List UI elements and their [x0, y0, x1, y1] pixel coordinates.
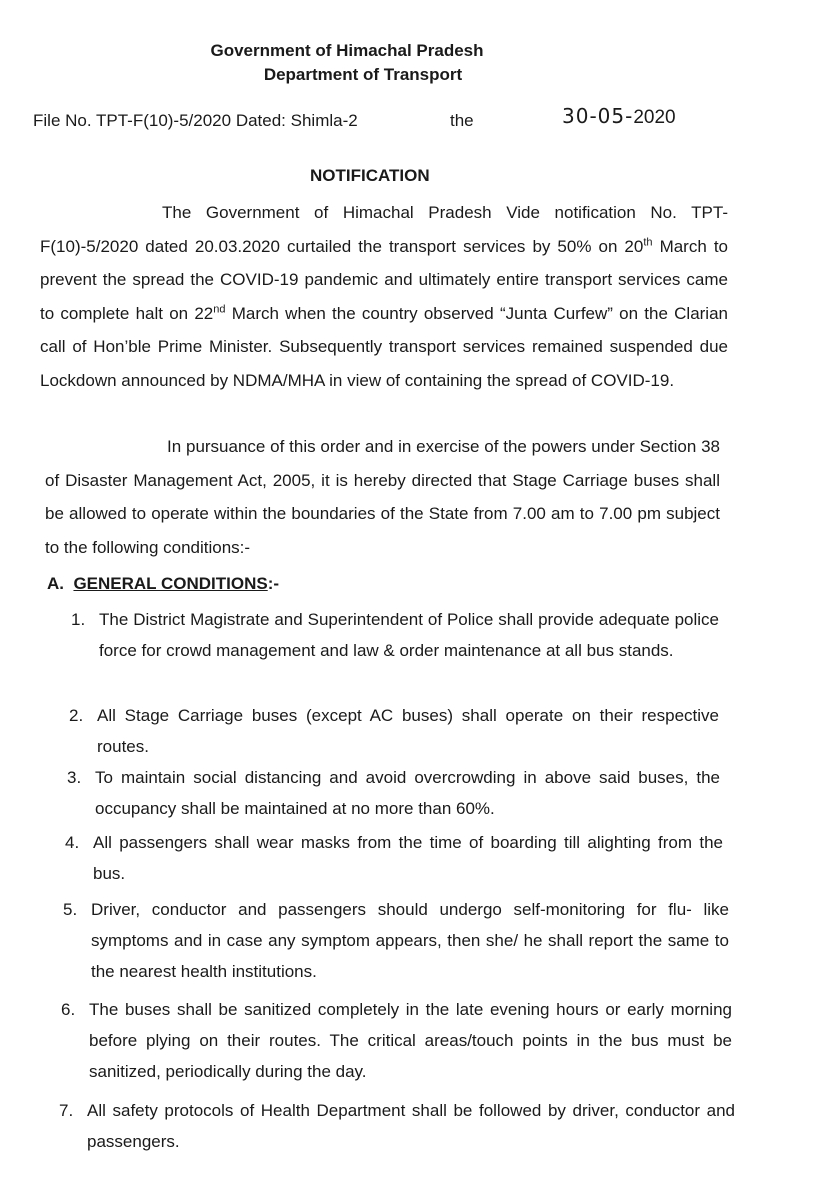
- paragraph-order: In pursuance of this order and in exercise of the powers under Section 38 of Disaster Management Act, 2005, it is hereby directed that Stage Carriage buses shall be allowed to operate within the boundaries of the State from 7.00 am to 7.00 pm subject to the following conditions:-: [45, 437, 720, 557]
- header-department: Department of Transport: [263, 65, 463, 84]
- condition-item: 7. All safety protocols of Health Department shall be followed by driver, conductor and passengers.: [59, 1101, 735, 1151]
- handwritten-date: [562, 104, 676, 129]
- condition-item: 1. The District Magistrate and Superintendent of Police shall provide adequate police force for crowd management and law & order maintenance at all bus stands.: [71, 610, 719, 660]
- file-number-line: File No. TPT-F(10)-5/2020 Dated: Shimla-2: [33, 111, 358, 130]
- notification-title: NOTIFICATION: [310, 166, 430, 185]
- condition-item: 2. All Stage Carriage buses (except AC buses) shall operate on their respective routes.: [69, 706, 719, 756]
- date-year: 2020: [633, 107, 676, 128]
- condition-item: 3. To maintain social distancing and avoid overcrowding in above said buses, the occupancy shall be maintained at no more than 60%.: [67, 768, 720, 818]
- condition-item: 5. Driver, conductor and passengers should undergo self-monitoring for flu- like symptoms and in case any symptom appears, then she/ he shall report the same to the nearest health institutions.: [63, 900, 729, 981]
- paragraph-background: The Government of Himachal Pradesh Vide notification No. TPT-F(10)-5/2020 dated 20.03.2020 curtailed the transport services by 50% on 20th March to prevent the spread the COVID-19 pandemic and ultimately entire transport services came to complete halt on 22nd March when the country observed “Junta Curfew” on the Clarian call of Hon’ble Prime Minister. Subsequently transport services remained suspended due Lockdown announced by NDMA/MHA in view of containing the spread of COVID-19.: [40, 203, 729, 390]
- file-the-word: the: [450, 111, 474, 130]
- condition-item: 4. All passengers shall wear masks from the time of boarding till alighting from the bus.: [65, 833, 723, 883]
- header-government: Government of Himachal Pradesh: [210, 41, 484, 60]
- condition-item: 6. The buses shall be sanitized completely in the late evening hours or early morning before plying on their routes. The critical areas/touch points in the bus must be sanitized, periodically during the day.: [61, 1000, 732, 1081]
- section-a-heading: A. GENERAL CONDITIONS:-: [47, 574, 280, 593]
- date-handwritten-part: 30-05-: [562, 104, 634, 128]
